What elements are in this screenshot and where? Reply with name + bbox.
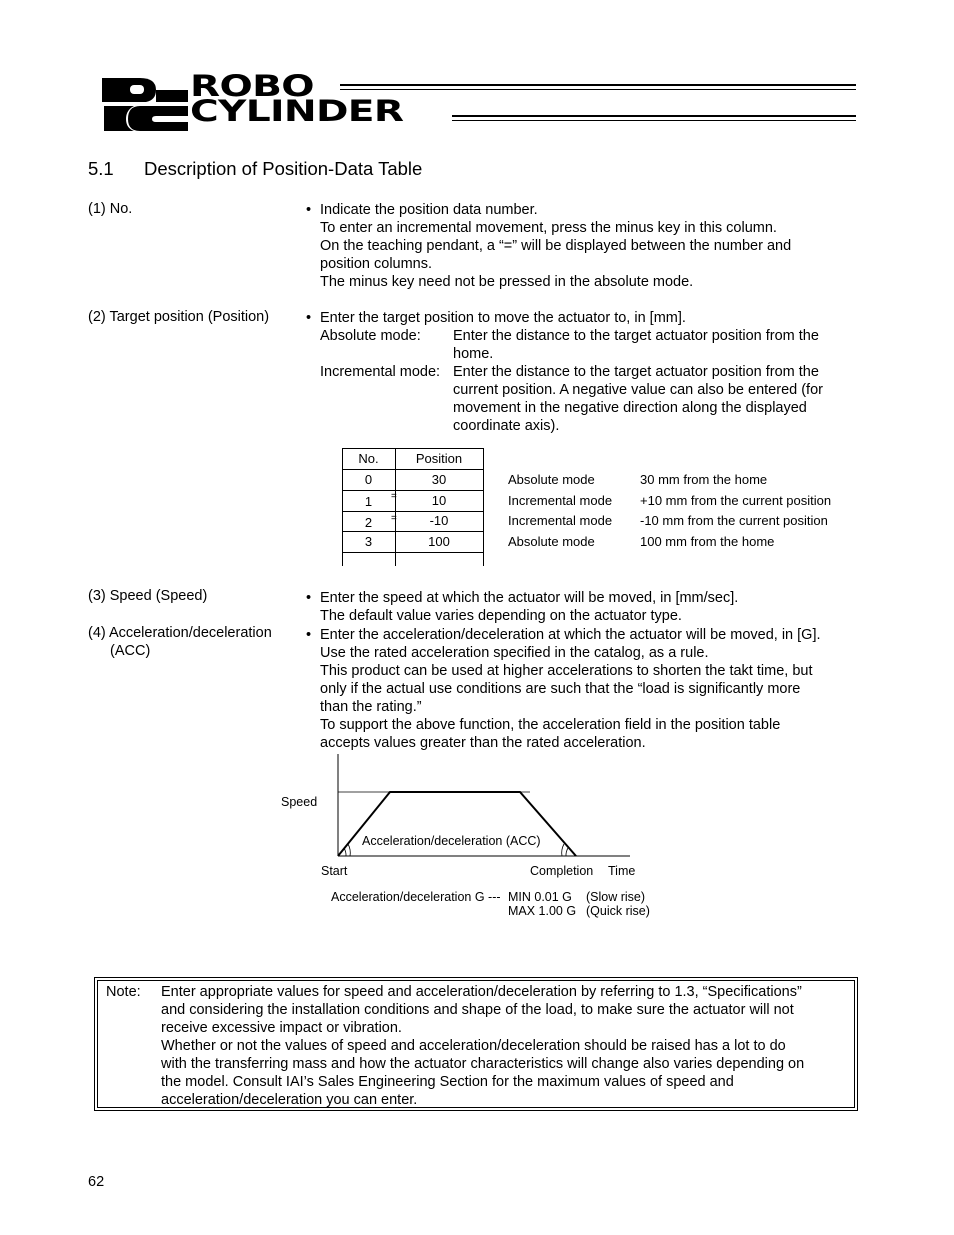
acc-line: only if the actual use conditions are such that the “load is significantly more [320, 681, 801, 697]
robo-cylinder-logo-mark [100, 76, 190, 132]
item-label-acc [88, 624, 293, 660]
item-label-position: (2) Target position (Position) [88, 309, 270, 325]
header-rule-top-1 [340, 84, 856, 86]
acc-label-line1: (4) Acceleration/deceleration [88, 625, 272, 641]
header-rule-bottom-2 [452, 120, 856, 121]
item-label-no: (1) No. [88, 201, 133, 217]
no-line: The minus key need not be pressed in the absolute mode. [320, 274, 694, 290]
logo-line-robo: ROBO [190, 69, 314, 103]
diagram-completion-label: Completion [530, 864, 594, 878]
acc-line: accepts values greater than the rated acceleration. [320, 735, 646, 751]
header-rule-top-2 [340, 89, 856, 90]
acc-line: To support the above function, the acceleration field in the position table [320, 717, 781, 733]
no-line: On the teaching pendant, a “=” will be displayed between the number and [320, 238, 792, 254]
absolute-mode-key: Absolute mode: [320, 328, 421, 344]
table-cell-position: 10 [431, 493, 447, 508]
item-label-speed: (3) Speed (Speed) [88, 588, 208, 604]
no-line: To enter an incremental movement, press the minus key in this column. [320, 220, 777, 236]
acc-label-line2: (ACC) [110, 643, 151, 659]
incremental-mode-line: Enter the distance to the target actuator position from the [453, 364, 819, 380]
item-body-acc [306, 626, 866, 752]
bullet-icon: • [306, 202, 312, 218]
diagram-speed-label: Speed [281, 795, 318, 809]
absolute-mode-line: Enter the distance to the target actuator position from the [453, 328, 819, 344]
example-desc: 100 mm from the home [640, 534, 775, 549]
speed-line: The default value varies depending on the actuator type. [320, 608, 682, 624]
no-line: Indicate the position data number. [320, 202, 538, 218]
incremental-mode-line: movement in the negative direction along the displayed [453, 400, 807, 416]
diagram-max: MAX 1.00 G [508, 904, 577, 918]
diagram-min: MIN 0.01 G [508, 890, 572, 904]
diagram-time-label: Time [608, 864, 636, 878]
item-body-position [306, 309, 866, 435]
absolute-mode-line: home. [453, 346, 494, 362]
example-mode: Absolute mode [508, 472, 595, 487]
table-cell-no: 2 [364, 515, 373, 530]
incremental-mode-line: current position. A negative value can also be entered (for [453, 382, 823, 398]
example-mode: Absolute mode [508, 534, 595, 549]
table-cell-position: 30 [431, 472, 447, 487]
acc-line: This product can be used at higher accelerations to shorten the takt time, but [320, 663, 813, 679]
note-line: acceleration/deceleration you can enter. [161, 1092, 418, 1108]
note-line: the model. Consult IAI’s Sales Engineering Section for the maximum values of speed and [161, 1074, 734, 1090]
section-title: Description of Position-Data Table [144, 158, 423, 179]
example-mode: Incremental mode [508, 493, 613, 508]
incremental-eq-mark: = [391, 491, 397, 502]
diagram-g-label: Acceleration/deceleration G --- [331, 890, 501, 904]
table-header-no: No. [358, 451, 379, 466]
section-number: 5.1 [88, 158, 114, 179]
example-desc: -10 mm from the current position [640, 513, 828, 528]
no-line: position columns. [320, 256, 433, 272]
item-body-no [306, 201, 866, 291]
logo-line-cylinder: CYLINDER [190, 94, 404, 128]
robo-cylinder-logo-text [190, 69, 404, 128]
position-table [342, 448, 484, 566]
table-cell-no: 3 [364, 534, 373, 549]
note-line: with the transferring mass and how the actuator characteristics will change also varies depending on [161, 1056, 805, 1072]
incremental-mode-key: Incremental mode: [320, 364, 441, 380]
incremental-mode-line: coordinate axis). [453, 418, 560, 434]
speed-line: Enter the speed at which the actuator will be moved, in [mm/sec]. [320, 590, 739, 606]
bullet-icon: • [306, 590, 312, 606]
note-text [161, 983, 854, 1109]
table-header-position: Position [415, 451, 463, 466]
table-cell-position: 100 [428, 534, 450, 549]
table-cell-position: -10 [429, 513, 449, 528]
diagram-max-note: (Quick rise) [586, 904, 650, 918]
note-line: Enter appropriate values for speed and acceleration/deceleration by referring to 1.3, “Specifications” [161, 984, 802, 1000]
diagram-min-note: (Slow rise) [586, 890, 646, 904]
section-heading [88, 158, 422, 180]
diagram-acc-label: Acceleration/deceleration (ACC) [362, 834, 541, 848]
note-label: Note: [106, 984, 141, 1000]
incremental-eq-mark: = [391, 513, 397, 524]
position-intro: Enter the target position to move the actuator to, in [mm]. [320, 310, 686, 326]
note-line: receive excessive impact or vibration. [161, 1020, 402, 1036]
incremental-mode-row [320, 363, 866, 435]
note-line: Whether or not the values of speed and acceleration/deceleration should be raised has a lot to do [161, 1038, 786, 1054]
diagram-start-label: Start [321, 864, 348, 878]
table-cell-no: 0 [364, 472, 373, 487]
item-body-speed [306, 589, 866, 625]
example-desc: 30 mm from the home [640, 472, 768, 487]
bullet-icon: • [306, 310, 312, 326]
bullet-icon: • [306, 627, 312, 643]
acc-line: Enter the acceleration/deceleration at which the actuator will be moved, in [G]. [320, 627, 821, 643]
example-desc: +10 mm from the current position [640, 493, 832, 508]
table-cell-no: 1 [364, 494, 373, 509]
page-number: 62 [88, 1174, 105, 1190]
example-mode: Incremental mode [508, 513, 613, 528]
acc-line: Use the rated acceleration specified in the catalog, as a rule. [320, 645, 709, 661]
acc-line: than the rating.” [320, 699, 422, 715]
absolute-mode-row [320, 327, 866, 363]
note-box [97, 980, 855, 1108]
note-line: and considering the installation conditions and shape of the load, to make sure the actuator will not [161, 1002, 794, 1018]
header-rule-bottom-1 [452, 115, 856, 117]
